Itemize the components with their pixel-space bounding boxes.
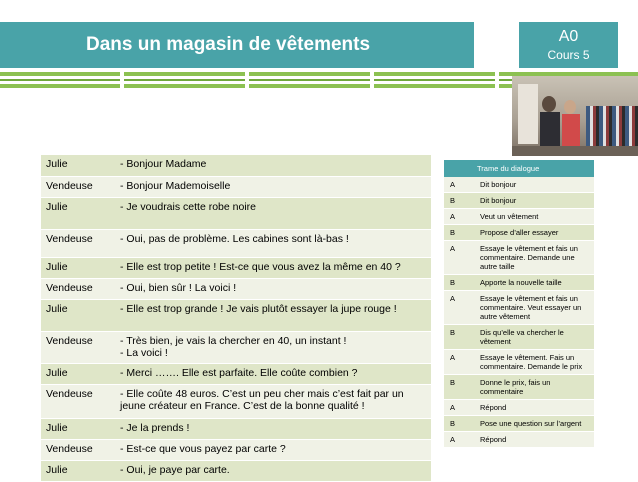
speaker: Vendeuse xyxy=(41,278,115,299)
trame-row xyxy=(444,291,594,325)
dialogue-row xyxy=(41,363,431,384)
trame-text: Pose une question sur l’argent xyxy=(476,416,594,432)
photo-shape xyxy=(540,112,560,148)
trame-row xyxy=(444,350,594,375)
trame-role: B xyxy=(444,416,476,432)
dialogue-line: - Je la prends ! xyxy=(115,418,431,439)
trame-role: A xyxy=(444,209,476,225)
trame-row xyxy=(444,209,594,225)
trame-text: Dit bonjour xyxy=(476,177,594,193)
trame-row xyxy=(444,225,594,241)
photo-shape xyxy=(518,84,538,144)
dialogue-line: - Oui, je paye par carte. xyxy=(115,460,431,481)
dialogue-row xyxy=(41,257,431,278)
trame-text: Propose d’aller essayer xyxy=(476,225,594,241)
dialogue-row xyxy=(41,155,431,176)
trame-role: A xyxy=(444,432,476,448)
dialogue-line: - Est-ce que vous payez par carte ? xyxy=(115,439,431,460)
trame-role: A xyxy=(444,241,476,275)
dialogue-line: - Très bien, je vais la chercher en 40, un instant ! xyxy=(120,334,347,347)
speaker: Julie xyxy=(41,155,115,176)
trame-row xyxy=(444,325,594,350)
speaker: Julie xyxy=(41,460,115,481)
dialogue-row xyxy=(41,299,431,331)
dialogue-row xyxy=(41,197,431,229)
dialogue-line: - Je voudrais cette robe noire xyxy=(115,197,431,229)
dialogue-line: - Merci ……. Elle est parfaite. Elle coûte combien ? xyxy=(115,363,431,384)
dialogue-row xyxy=(41,439,431,460)
slide-title: Dans un magasin de vêtements xyxy=(86,34,371,55)
trame-text: Répond xyxy=(476,432,594,448)
trame-row xyxy=(444,375,594,400)
dialogue-table xyxy=(41,155,431,482)
trame-role: B xyxy=(444,325,476,350)
trame-text: Apporte la nouvelle taille xyxy=(476,275,594,291)
photo-shape xyxy=(564,100,576,114)
rule-gap xyxy=(120,72,124,88)
rule-gap xyxy=(245,72,249,88)
photo-shape xyxy=(542,96,556,112)
dialogue-line: - Bonjour Mademoiselle xyxy=(115,176,431,197)
speaker: Vendeuse xyxy=(41,331,115,363)
trame-role: B xyxy=(444,225,476,241)
trame-row xyxy=(444,193,594,209)
trame-text: Essaye le vêtement et fais un commentaire. Veut essayer un autre vêtement xyxy=(476,291,594,325)
trame-table xyxy=(444,160,594,448)
dialogue-line: - Oui, pas de problème. Les cabines sont là-bas ! xyxy=(115,229,431,257)
dialogue-line: - Elle est trop grande ! Je vais plutôt essayer la jupe rouge ! xyxy=(115,299,431,331)
dialogue-line: - Elle est trop petite ! Est-ce que vous avez la même en 40 ? xyxy=(115,257,431,278)
dialogue-row xyxy=(41,331,431,363)
speaker: Julie xyxy=(41,418,115,439)
photo-shape xyxy=(512,146,638,156)
dialogue-row xyxy=(41,229,431,257)
trame-row xyxy=(444,177,594,193)
trame-row xyxy=(444,241,594,275)
dialogue-row xyxy=(41,418,431,439)
photo-shape xyxy=(562,114,580,148)
trame-text: Répond xyxy=(476,400,594,416)
dialogue-line: - Bonjour Madame xyxy=(115,155,431,176)
speaker: Vendeuse xyxy=(41,176,115,197)
level-badge xyxy=(519,22,618,68)
course-label: Cours 5 xyxy=(547,48,590,62)
level-label: A0 xyxy=(558,28,579,45)
dialogue-line: - La voici ! xyxy=(120,346,168,359)
dialogue-line: - Elle coûte 48 euros. C’est un peu cher mais c’est fait par un jeune créateur en France. C’est de la bonne qualité ! xyxy=(115,384,431,418)
slide-title-bar xyxy=(0,22,474,68)
trame-header: Trame du dialogue xyxy=(444,160,594,177)
dialogue-line-multi xyxy=(115,331,431,363)
dialogue-row xyxy=(41,384,431,418)
dialogue-row xyxy=(41,176,431,197)
trame-text: Essaye le vêtement et fais un commentaire. Demande une autre taille xyxy=(476,241,594,275)
trame-role: B xyxy=(444,193,476,209)
trame-role: A xyxy=(444,291,476,325)
dialogue-line: - Oui, bien sûr ! La voici ! xyxy=(115,278,431,299)
rule-gap xyxy=(370,72,374,88)
trame-text: Dis qu’elle va chercher le vêtement xyxy=(476,325,594,350)
speaker: Julie xyxy=(41,257,115,278)
speaker: Julie xyxy=(41,197,115,229)
trame-row xyxy=(444,432,594,448)
trame-role: B xyxy=(444,375,476,400)
speaker: Vendeuse xyxy=(41,439,115,460)
shop-photo xyxy=(512,76,638,156)
trame-row xyxy=(444,275,594,291)
trame-text: Donne le prix, fais un commentaire xyxy=(476,375,594,400)
dialogue-row xyxy=(41,278,431,299)
dialogue-row xyxy=(41,460,431,481)
speaker: Vendeuse xyxy=(41,229,115,257)
trame-row xyxy=(444,400,594,416)
speaker: Vendeuse xyxy=(41,384,115,418)
trame-role: A xyxy=(444,177,476,193)
trame-role: B xyxy=(444,275,476,291)
speaker: Julie xyxy=(41,299,115,331)
trame-text: Veut un vêtement xyxy=(476,209,594,225)
trame-role: A xyxy=(444,350,476,375)
rule-gap xyxy=(495,72,499,88)
trame-row xyxy=(444,416,594,432)
trame-text: Essaye le vêtement. Fais un commentaire. Demande le prix xyxy=(476,350,594,375)
speaker: Julie xyxy=(41,363,115,384)
trame-role: A xyxy=(444,400,476,416)
trame-header-row xyxy=(444,160,594,177)
trame-text: Dit bonjour xyxy=(476,193,594,209)
